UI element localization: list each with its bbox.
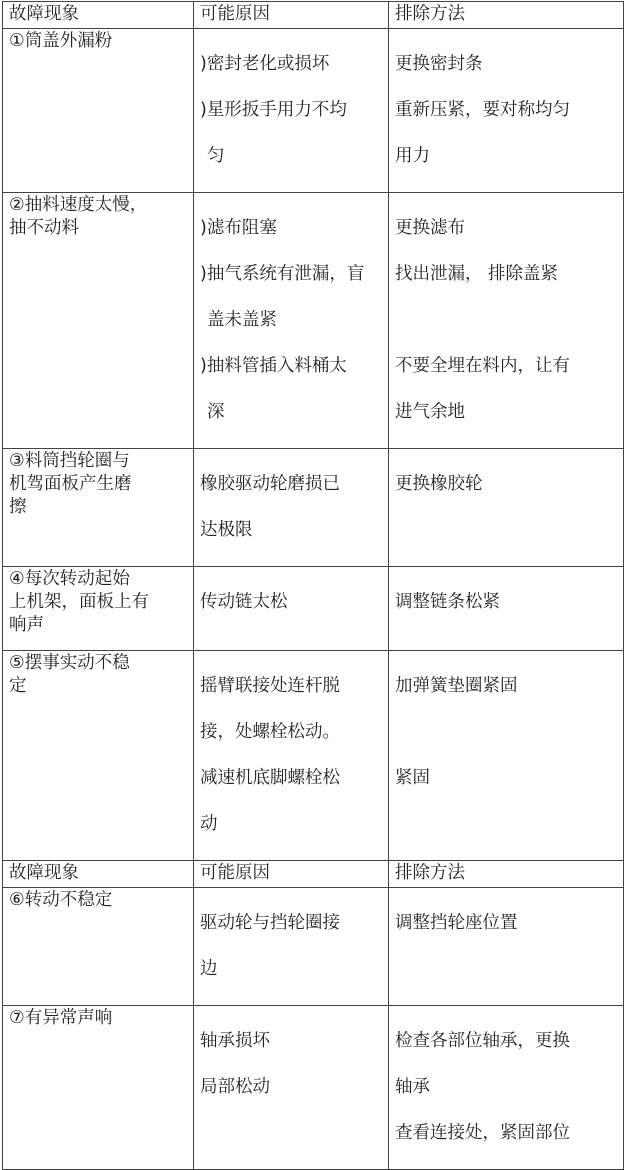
remedy-cell bbox=[389, 1006, 624, 1170]
cause-line: 动 bbox=[200, 814, 218, 834]
cause-line: 传动链太松 bbox=[200, 592, 288, 612]
remedy-line: 更换滤布 bbox=[395, 218, 465, 238]
symptom-cell: ⑥转动不稳定 bbox=[3, 888, 194, 1006]
table-row bbox=[3, 567, 624, 651]
remedy-line: 调整挡轮座位置 bbox=[395, 913, 518, 933]
header-remedy: 排除方法 bbox=[389, 861, 624, 888]
remedy-cell bbox=[389, 29, 624, 193]
cause-cell bbox=[194, 1006, 389, 1170]
symptom-cell: ⑤摆事实动不稳 定 bbox=[3, 651, 194, 861]
cause-line: 盖未盖紧 bbox=[207, 310, 277, 330]
remedy-line bbox=[395, 309, 617, 332]
cause-line: 匀 bbox=[207, 146, 225, 166]
cause-cell bbox=[194, 193, 389, 449]
table-row bbox=[3, 1006, 624, 1170]
cause-cell bbox=[194, 29, 389, 193]
header-row bbox=[3, 861, 624, 888]
cause-line: )抽气系统有泄漏，盲 bbox=[200, 264, 365, 284]
header-remedy: 排除方法 bbox=[389, 2, 624, 29]
cause-line: )滤布阻塞 bbox=[200, 218, 277, 238]
remedy-line: 找出泄漏， 排除盖紧 bbox=[395, 264, 559, 284]
remedy-line: 进气余地 bbox=[395, 402, 465, 422]
header-symptom: 故障现象 bbox=[3, 2, 194, 29]
table-row bbox=[3, 888, 624, 1006]
symptom-cell: ⑦有异常声响 bbox=[3, 1006, 194, 1170]
remedy-line: 查看连接处，紧固部位 bbox=[395, 1123, 570, 1143]
remedy-cell bbox=[389, 651, 624, 861]
table-row bbox=[3, 193, 624, 449]
remedy-line: 轴承 bbox=[395, 1077, 430, 1097]
cause-line: 轴承损坏 bbox=[200, 1031, 270, 1051]
header-cause: 可能原因 bbox=[194, 2, 389, 29]
header-row bbox=[3, 2, 624, 29]
header-symptom: 故障现象 bbox=[3, 861, 194, 888]
table-row bbox=[3, 29, 624, 193]
cause-line: 深 bbox=[207, 402, 225, 422]
remedy-line: 紧固 bbox=[395, 768, 430, 788]
cause-cell bbox=[194, 567, 389, 651]
cause-cell bbox=[194, 888, 389, 1006]
cause-line: 接，处螺栓松动。 bbox=[200, 722, 340, 742]
cause-line: 驱动轮与挡轮圈接 bbox=[200, 913, 340, 933]
remedy-line: 更换橡胶轮 bbox=[395, 474, 483, 494]
table-row bbox=[3, 651, 624, 861]
cause-line: )密封老化或损坏 bbox=[200, 54, 330, 74]
symptom-cell: ④每次转动起始 上机架，面板上有 响声 bbox=[3, 567, 194, 651]
cause-line: 局部松动 bbox=[200, 1077, 270, 1097]
cause-line: )抽料管插入料桶太 bbox=[200, 356, 347, 376]
cause-line: 达极限 bbox=[200, 520, 253, 540]
remedy-line: 不要全埋在料内，让有 bbox=[395, 356, 570, 376]
cause-cell bbox=[194, 449, 389, 567]
remedy-line bbox=[395, 721, 617, 744]
symptom-cell: ②抽料速度太慢， 抽不动料 bbox=[3, 193, 194, 449]
cause-line: )星形扳手用力不均 bbox=[200, 100, 347, 120]
cause-line: 减速机底脚螺栓松 bbox=[200, 768, 340, 788]
remedy-line: 检查各部位轴承，更换 bbox=[395, 1031, 570, 1051]
remedy-line: 用力 bbox=[395, 146, 430, 166]
remedy-line: 调整链条松紧 bbox=[395, 592, 500, 612]
fault-table bbox=[2, 1, 624, 1170]
symptom-cell: ①筒盖外漏粉 bbox=[3, 29, 194, 193]
remedy-cell bbox=[389, 449, 624, 567]
remedy-line: 更换密封条 bbox=[395, 54, 483, 74]
cause-line: 边 bbox=[200, 959, 218, 979]
remedy-cell bbox=[389, 567, 624, 651]
cause-line: 橡胶驱动轮磨损已 bbox=[200, 474, 340, 494]
table-row bbox=[3, 449, 624, 567]
remedy-line: 重新压紧，要对称均匀 bbox=[395, 100, 570, 120]
remedy-cell bbox=[389, 888, 624, 1006]
remedy-line: 加弹簧垫圈紧固 bbox=[395, 676, 518, 696]
header-cause: 可能原因 bbox=[194, 861, 389, 888]
cause-cell bbox=[194, 651, 389, 861]
cause-line: 摇臂联接处连杆脱 bbox=[200, 676, 340, 696]
remedy-cell bbox=[389, 193, 624, 449]
symptom-cell: ③料筒挡轮圈与 机驾面板产生磨 擦 bbox=[3, 449, 194, 567]
